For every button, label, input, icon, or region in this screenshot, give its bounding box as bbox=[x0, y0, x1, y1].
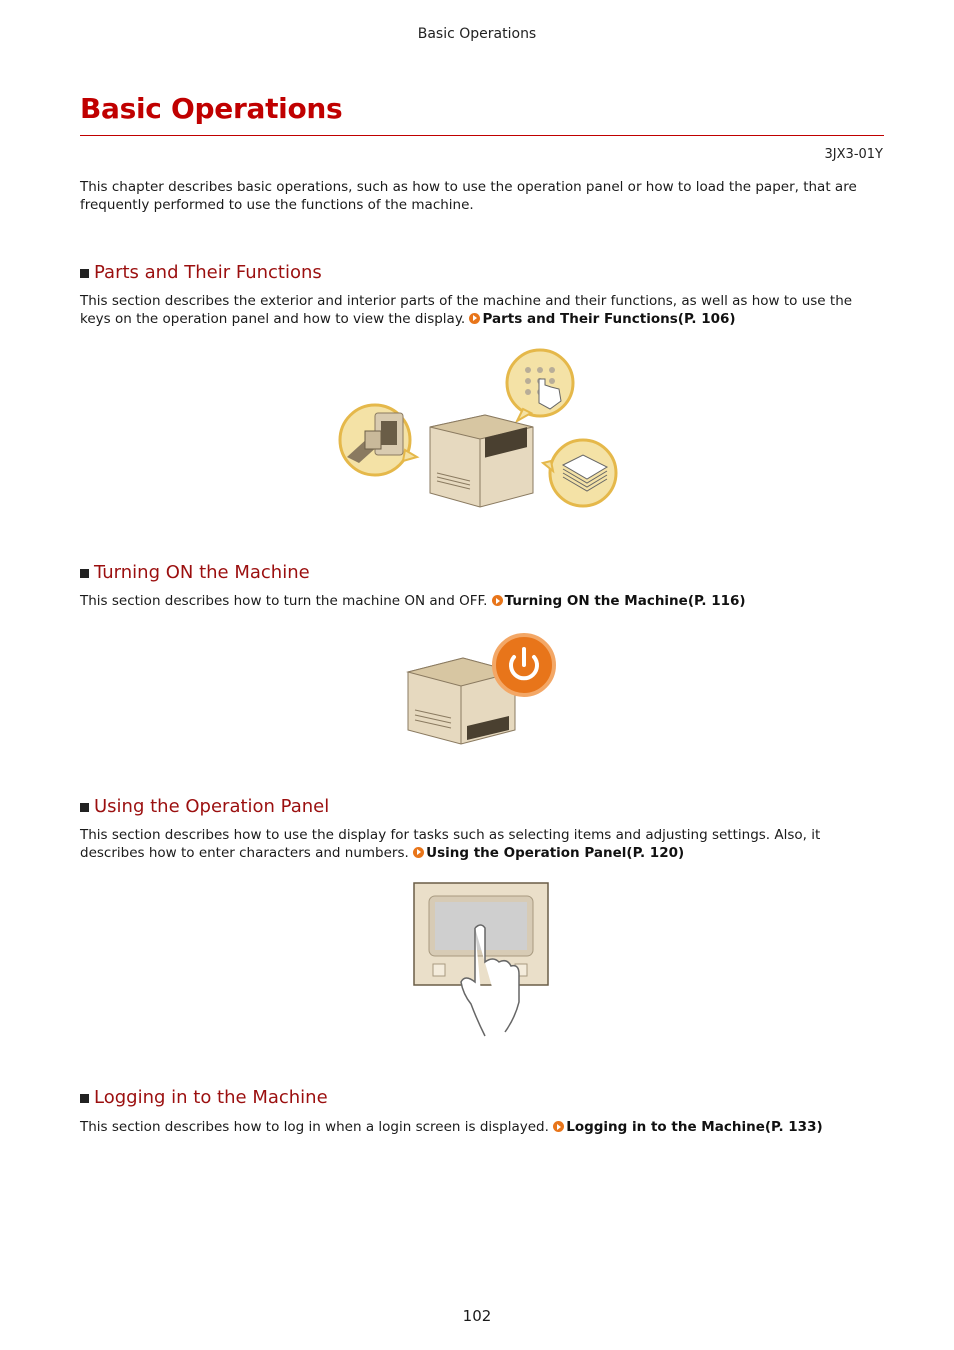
link-arrow-icon bbox=[492, 595, 503, 606]
page-number: 102 bbox=[462, 1307, 492, 1325]
link-using-operation-panel[interactable] bbox=[413, 845, 684, 861]
machine-parts-illustration bbox=[335, 345, 625, 515]
doc-code: 3JX3-01Y bbox=[824, 147, 883, 162]
square-bullet-icon bbox=[80, 569, 89, 578]
power-button-icon bbox=[494, 635, 554, 695]
section-text-turning-on bbox=[80, 593, 886, 611]
link-label: Turning ON the Machine(P. 116) bbox=[504, 593, 746, 609]
keypad-touch-icon bbox=[507, 350, 573, 421]
section-heading-operation-panel bbox=[80, 796, 329, 817]
power-on-illustration bbox=[403, 630, 563, 750]
paper-stack-icon bbox=[543, 440, 616, 506]
page-title: Basic Operations bbox=[80, 92, 343, 125]
section-description: This section describes how to turn the machine ON and OFF. bbox=[80, 593, 488, 609]
intro-paragraph: This chapter describes basic operations, such as how to use the operation panel or how to load the paper, that are frequently performed to use the functions of the machine. bbox=[80, 179, 857, 213]
section-description: This section describes how to use the display for tasks such as selecting items and adjusting settings. Also, it describes how to enter characters and numbers. bbox=[80, 827, 821, 861]
title-rule bbox=[80, 135, 884, 136]
section-description: This section describes the exterior and interior parts of the machine and their functions, as well as how to use the keys on the operation panel and how to view the display. bbox=[80, 293, 853, 327]
square-bullet-icon bbox=[80, 803, 89, 812]
printer-machine-icon bbox=[430, 415, 533, 507]
link-turning-on-machine[interactable] bbox=[492, 593, 746, 609]
section-text-logging-in bbox=[80, 1119, 886, 1137]
section-heading-label: Parts and Their Functions bbox=[94, 262, 322, 283]
link-arrow-icon bbox=[413, 847, 424, 858]
power-plug-icon bbox=[340, 405, 417, 475]
section-heading-parts bbox=[80, 262, 322, 283]
link-arrow-icon bbox=[469, 313, 480, 324]
section-text-parts bbox=[80, 293, 886, 328]
link-logging-in[interactable] bbox=[553, 1119, 822, 1135]
link-parts-and-functions[interactable] bbox=[469, 311, 735, 327]
running-header: Basic Operations bbox=[417, 26, 537, 42]
section-description: This section describes how to log in when a login screen is displayed. bbox=[80, 1119, 549, 1135]
section-heading-label: Using the Operation Panel bbox=[94, 796, 330, 817]
section-text-operation-panel bbox=[80, 827, 886, 862]
link-label: Using the Operation Panel(P. 120) bbox=[426, 844, 685, 861]
section-heading-label: Turning ON the Machine bbox=[94, 562, 310, 583]
section-heading-logging-in bbox=[80, 1087, 328, 1108]
operation-panel-illustration bbox=[413, 882, 551, 1038]
link-label: Logging in to the Machine(P. 133) bbox=[566, 1119, 823, 1135]
link-arrow-icon bbox=[553, 1121, 564, 1132]
section-heading-turning-on bbox=[80, 562, 310, 583]
link-label: Parts and Their Functions(P. 106) bbox=[482, 310, 736, 327]
section-heading-label: Logging in to the Machine bbox=[94, 1087, 328, 1108]
square-bullet-icon bbox=[80, 1094, 89, 1103]
square-bullet-icon bbox=[80, 269, 89, 278]
